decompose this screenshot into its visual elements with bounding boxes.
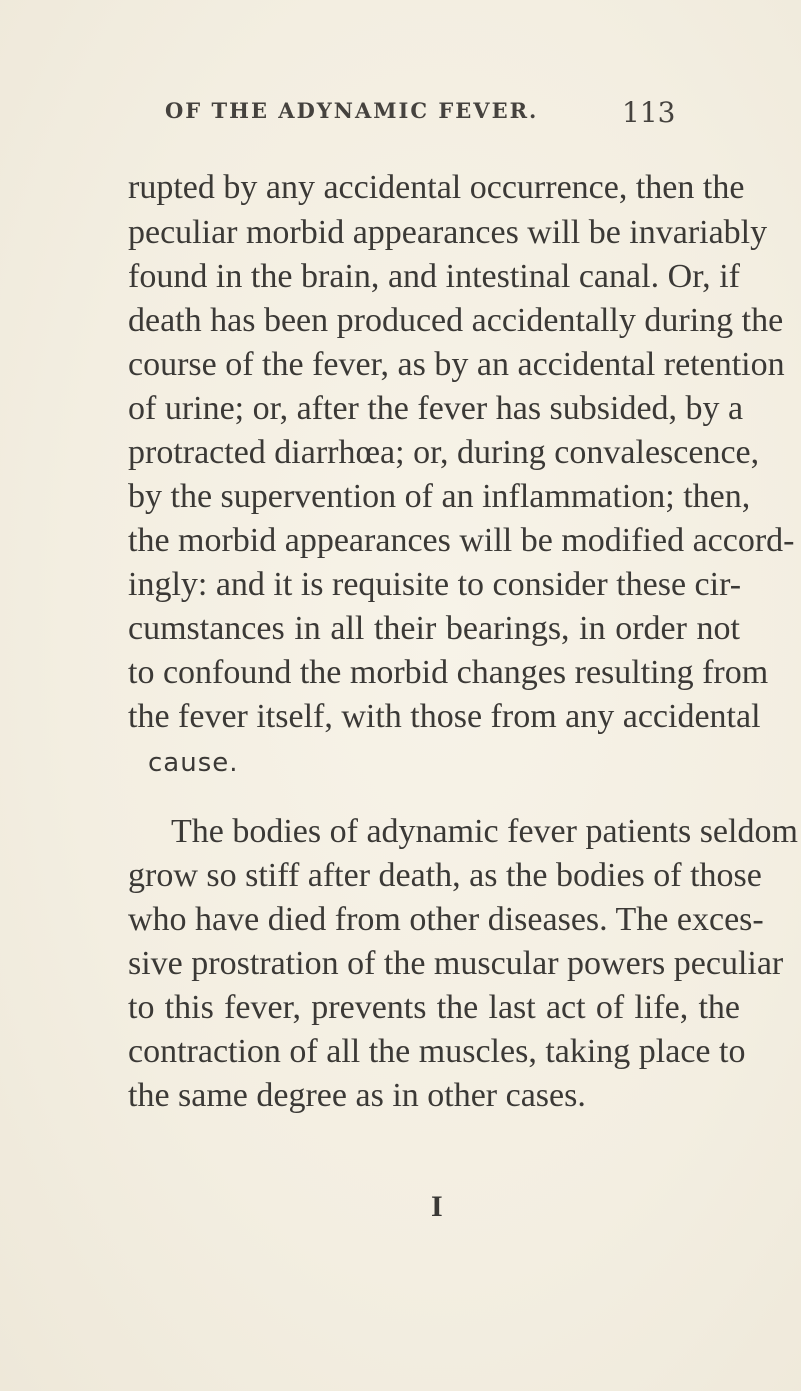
text-line: cumstances in all their bearings, in order not <box>128 610 740 647</box>
text-line: the fever itself, with those from any accidental <box>128 698 761 735</box>
text-line: cause. <box>148 748 239 778</box>
text-line: the same degree as in other cases. <box>128 1077 586 1114</box>
text-line: The bodies of adynamic fever patients seldom <box>171 813 798 850</box>
text-line: protracted diarrhœa; or, during convalescence, <box>128 434 760 471</box>
text-line: of urine; or, after the fever has subsided, by a <box>128 390 744 427</box>
text-line: found in the brain, and intestinal canal. Or, if <box>128 258 740 295</box>
text-line: rupted by any accidental occurrence, then the <box>128 169 745 206</box>
signature-mark: I <box>431 1190 443 1223</box>
text-line: the morbid appearances will be modified accord- <box>128 522 795 559</box>
text-line: to this fever, prevents the last act of life, the <box>128 989 740 1026</box>
text-line: to confound the morbid changes resulting from <box>128 654 769 691</box>
running-head: OF THE ADYNAMIC FEVER. <box>165 98 539 123</box>
text-line: contraction of all the muscles, taking place to <box>128 1033 746 1070</box>
text-line: peculiar morbid appearances will be invariably <box>128 214 768 251</box>
text-line: by the supervention of an inflammation; then, <box>128 478 751 515</box>
text-line: sive prostration of the muscular powers peculiar <box>128 945 784 982</box>
text-line: ingly: and it is requisite to consider these cir- <box>128 566 742 603</box>
text-line: grow so stiff after death, as the bodies of those <box>128 857 762 894</box>
text-line: who have died from other diseases. The exces- <box>128 901 764 938</box>
page-number: 113 <box>622 96 676 129</box>
text-line: course of the fever, as by an accidental retention <box>128 346 785 383</box>
text-line: death has been produced accidentally during the <box>128 302 784 339</box>
